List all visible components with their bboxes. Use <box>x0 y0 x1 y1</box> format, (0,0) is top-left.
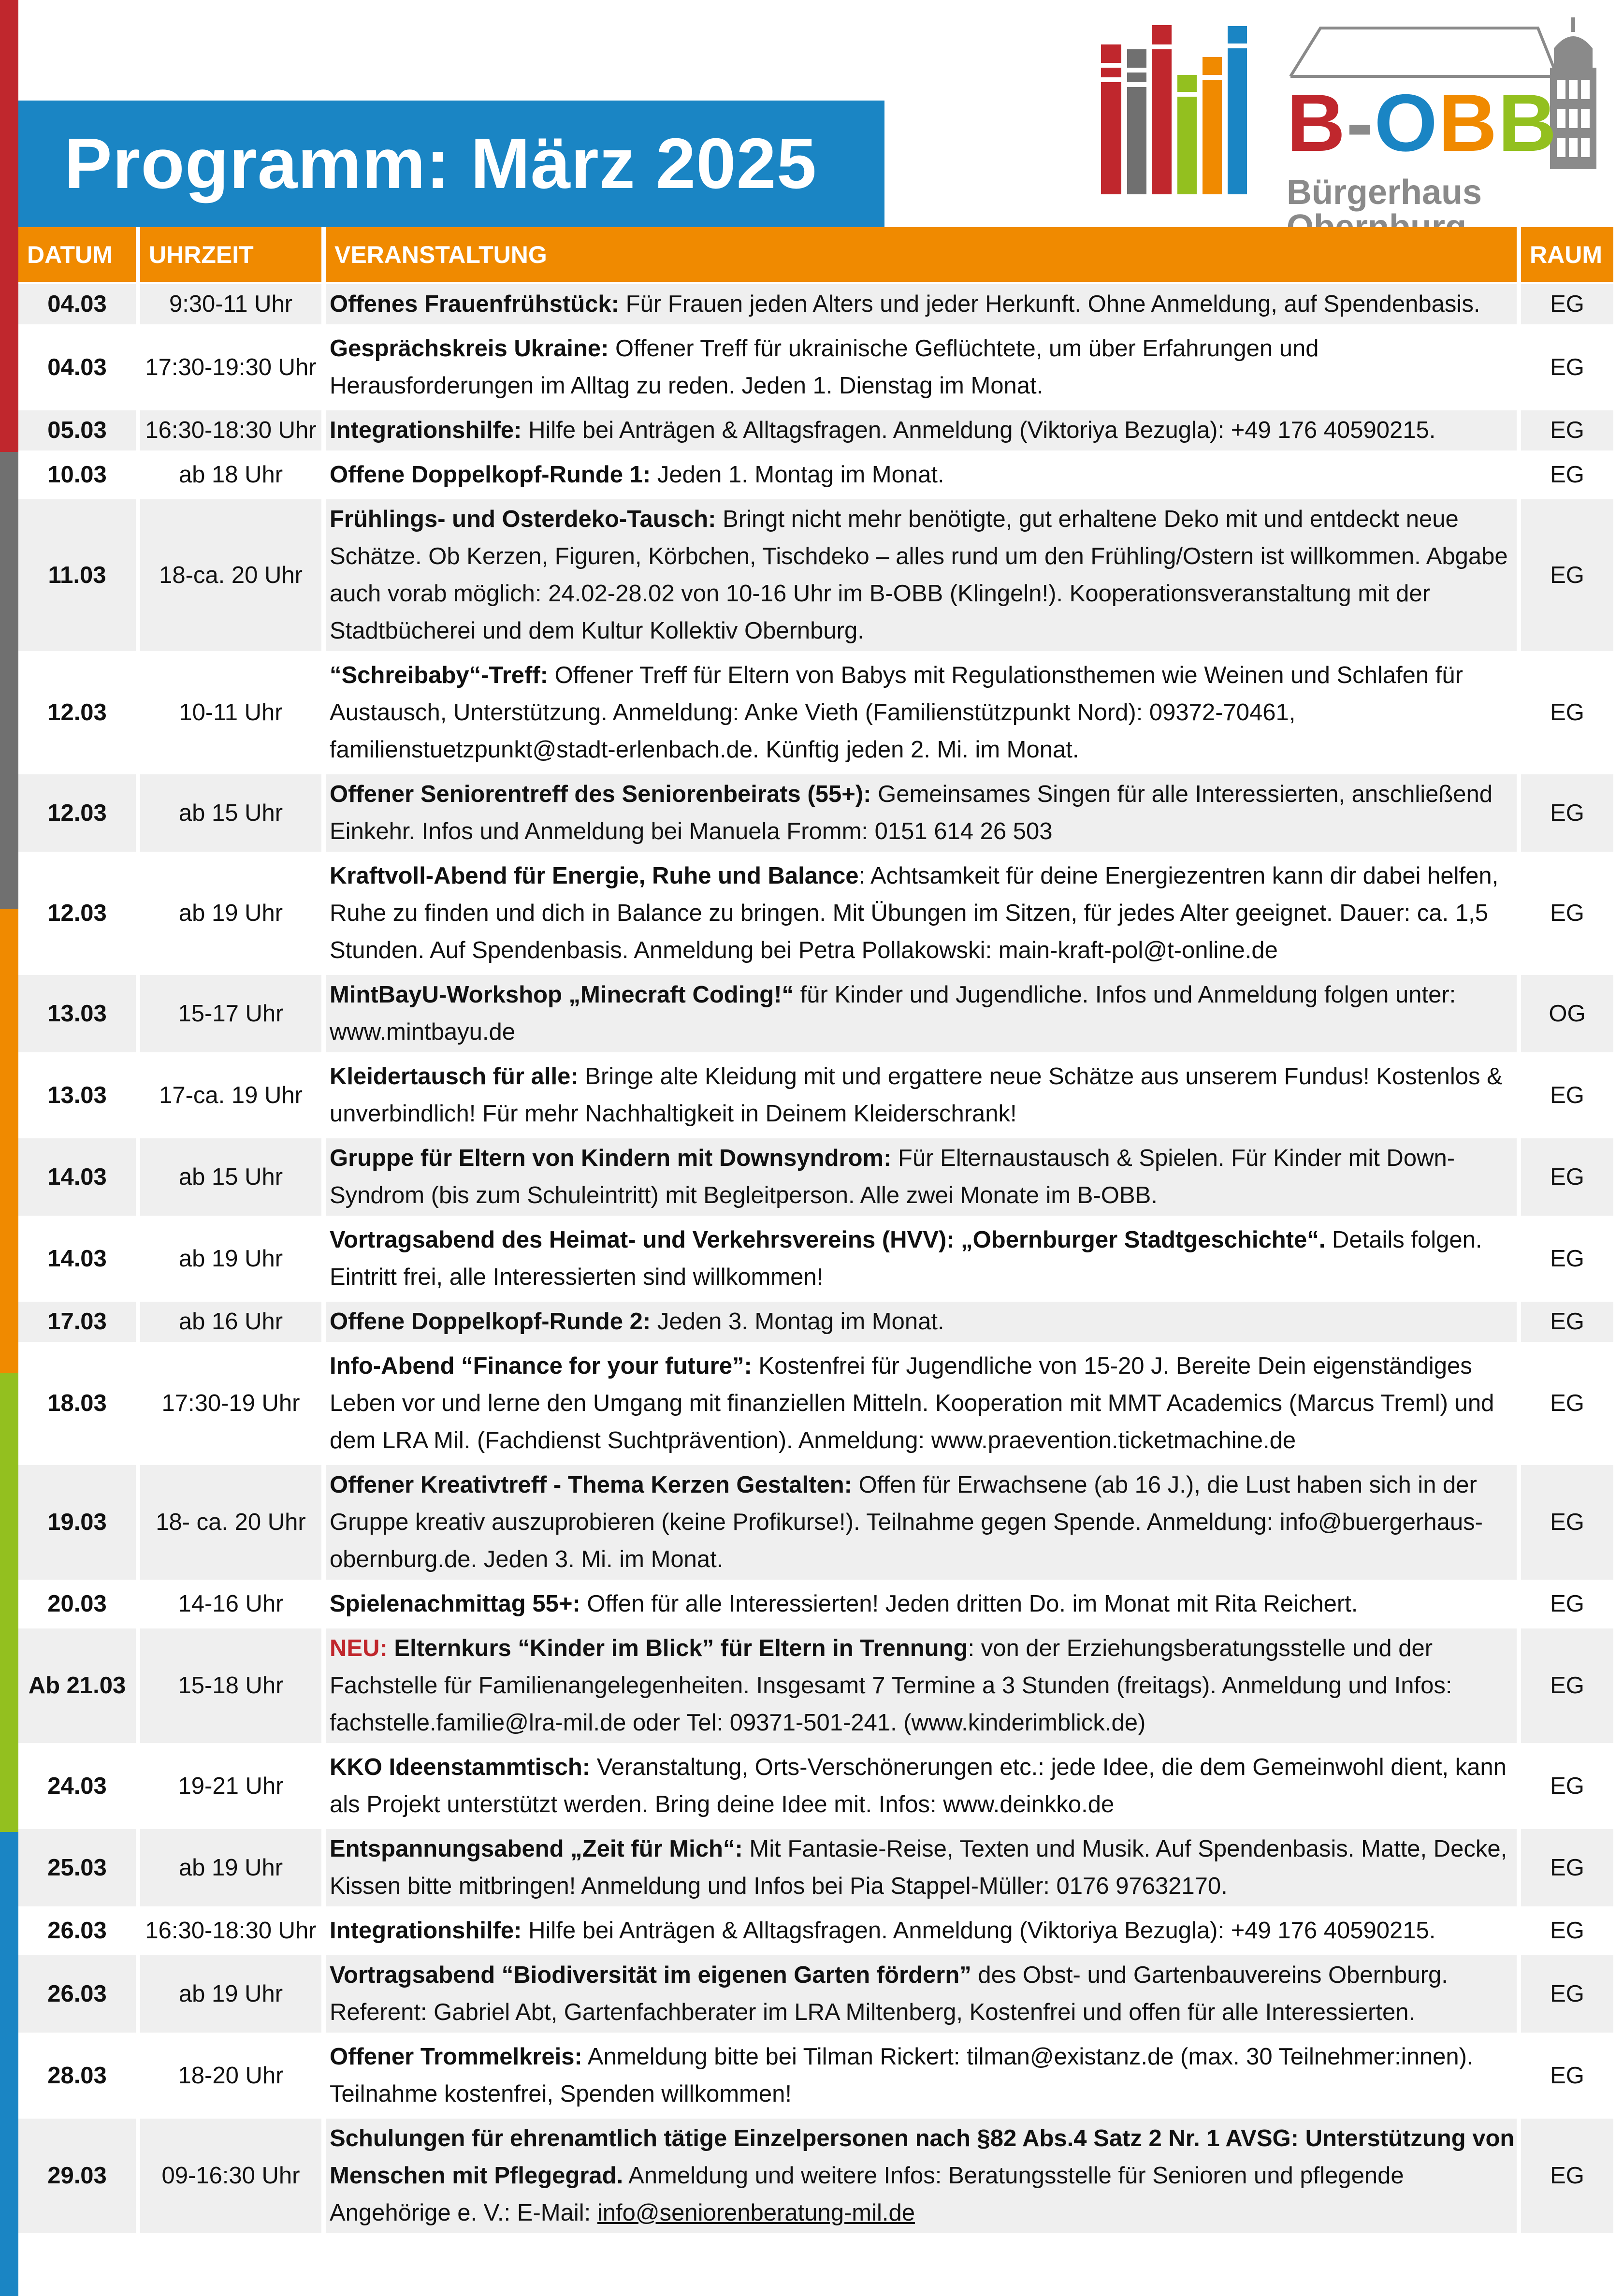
event-date: Ab 21.03 <box>18 1628 140 1743</box>
event-date: 19.03 <box>18 1465 140 1580</box>
event-description <box>326 1628 1521 1743</box>
event-title: Offene Doppelkopf-Runde 1: <box>330 462 651 488</box>
event-time: ab 18 Uhr <box>140 455 326 495</box>
table-row <box>18 1057 1613 1138</box>
event-title: Integrationshilfe: <box>330 1918 522 1944</box>
event-details: des Obst- und Gartenbauvereins Obernburg. Referent: Gabriel Abt, Gartenfachberater im LRA Miltenberg, Kostenfrei und offen für alle Interessierten. <box>330 1962 1448 2025</box>
column-header-room: RAUM <box>1521 227 1613 282</box>
table-row <box>18 1911 1613 1955</box>
event-description <box>326 1955 1521 2033</box>
event-time: ab 15 Uhr <box>140 1138 326 1216</box>
event-room: EG <box>1521 774 1613 852</box>
event-details: Offener Treff für Eltern von Babys mit Regulationsthemen wie Weinen und Schlafen für Austausch, Unterstützung. Anmeldung: Anke Vieth (Familienstützpunkt Nord): 09372-70461, familienstuetzpunkt@stadt-erlenbach.de. Künftig jeden 2. Mi. im Monat. <box>330 662 1463 763</box>
table-row <box>18 1628 1613 1747</box>
event-title: “Schreibaby“-Treff: <box>330 662 548 688</box>
color-stripe-red <box>0 0 18 452</box>
event-date: 17.03 <box>18 1302 140 1342</box>
event-time: 18-20 Uhr <box>140 2037 326 2114</box>
event-title: Frühlings- und Osterdeko-Tausch: <box>330 506 716 532</box>
table-row <box>18 1584 1613 1628</box>
event-description <box>326 1911 1521 1951</box>
event-date: 26.03 <box>18 1911 140 1951</box>
event-title: Vortragsabend des Heimat- und Verkehrsvereins (HVV): „Obernburger Stadtgeschichte“. <box>330 1227 1326 1253</box>
event-description <box>326 1747 1521 1825</box>
event-date: 13.03 <box>18 1057 140 1134</box>
event-room: EG <box>1521 1138 1613 1216</box>
event-details: Veranstaltung, Orts-Verschönerungen etc.: jede Idee, die dem Gemeinwohl dient, kann als Projekt unterstützt werden. Bring deine Idee mit. Infos: www.deinkko.de <box>330 1754 1507 1817</box>
event-title: KKO Ideenstammtisch: <box>330 1754 591 1780</box>
table-header <box>18 227 1613 282</box>
new-badge: NEU: <box>330 1635 388 1661</box>
event-time: ab 19 Uhr <box>140 856 326 971</box>
event-description <box>326 329 1521 406</box>
event-room: EG <box>1550 1082 1584 1108</box>
event-details: Details folgen. Eintritt frei, alle Interessierten sind willkommen! <box>330 1227 1482 1290</box>
event-title: Offene Doppelkopf-Runde 2: <box>330 1308 651 1335</box>
event-description <box>326 284 1521 324</box>
table-row <box>18 2119 1613 2238</box>
event-date: 12.03 <box>18 774 140 852</box>
color-stripe-orange <box>0 909 18 1373</box>
event-room: EG <box>1550 1390 1584 1416</box>
event-details: Kostenfrei für Jugendliche von 15-20 J. Bereite Dein eigenständiges Leben vor und lerne den Umgang mit finanziellen Mitteln. Kooperation mit MMT Academics (Marcus Treml) und dem LRA Mil. (Fachdienst Suchtprävention). Anmeldung: www.praevention.ticketmachine.de <box>330 1353 1494 1453</box>
table-row <box>18 1829 1613 1911</box>
event-description <box>326 2037 1521 2114</box>
event-title: Spielenachmittag 55+: <box>330 1591 580 1617</box>
table-row <box>18 1955 1613 2037</box>
event-title: Elternkurs “Kinder im Blick” für Eltern in Trennung <box>387 1635 968 1661</box>
table-row <box>18 1302 1613 1346</box>
event-time: 17:30-19 Uhr <box>140 1346 326 1461</box>
color-stripe-grey <box>0 452 18 909</box>
table-row <box>18 410 1613 455</box>
event-date: 28.03 <box>18 2037 140 2114</box>
event-details: Jeden 3. Montag im Monat. <box>651 1308 944 1335</box>
event-date: 29.03 <box>18 2119 140 2233</box>
event-room: EG <box>1550 2062 1584 2089</box>
event-room: EG <box>1550 354 1584 380</box>
event-description <box>326 1346 1521 1461</box>
event-room: EG <box>1550 900 1584 926</box>
event-title: Schulungen für ehrenamtlich tätige Einzelpersonen nach §82 Abs.4 Satz 2 Nr. 1 AVSG: Unterstützung von Menschen mit Pflegegrad. <box>330 2125 1515 2189</box>
event-date: 11.03 <box>18 499 140 651</box>
event-description <box>326 455 1521 495</box>
event-date: 12.03 <box>18 655 140 770</box>
event-title: Offener Trommelkreis: <box>330 2044 582 2070</box>
column-header-event: VERANSTALTUNG <box>326 227 1521 282</box>
event-date: 24.03 <box>18 1747 140 1825</box>
event-details: Für Elternaustausch & Spielen. Für Kinder mit Down-Syndrom (bis zum Schuleintritt) mit Begleitperson. Alle zwei Monate im B-OBB. <box>330 1145 1455 1208</box>
event-time: 14-16 Uhr <box>140 1584 326 1624</box>
table-row <box>18 455 1613 499</box>
event-description <box>326 1220 1521 1297</box>
event-room: EG <box>1550 699 1584 726</box>
email-link[interactable]: info@seniorenberatung-mil.de <box>597 2200 915 2226</box>
event-room: EG <box>1521 1955 1613 2033</box>
event-details: Jeden 1. Montag im Monat. <box>651 462 944 488</box>
logo-letter: B <box>1498 77 1558 168</box>
logo <box>1097 15 1609 218</box>
event-title: Offener Kreativtreff - Thema Kerzen Gestalten: <box>330 1472 852 1498</box>
event-description <box>326 655 1521 770</box>
event-time: ab 19 Uhr <box>140 1829 326 1906</box>
event-room: EG <box>1521 284 1613 324</box>
event-title: Entspannungsabend „Zeit für Mich“: <box>330 1836 743 1862</box>
event-details: Offen für Erwachsene (ab 16 J.), die Lust haben sich in der Gruppe kreativ auszuprobieren (keine Profikurse!). Teilnahme gegen Spende. Anmeldung: info@buergerhaus-obernburg.de. Jeden 3. Mi. im Monat. <box>330 1472 1483 1572</box>
event-date: 04.03 <box>18 329 140 406</box>
event-date: 12.03 <box>18 856 140 971</box>
event-title: Gruppe für Eltern von Kindern mit Downsyndrom: <box>330 1145 892 1171</box>
event-details: Offen für alle Interessierten! Jeden dritten Do. im Monat mit Rita Reichert. <box>580 1591 1358 1617</box>
event-description <box>326 2119 1521 2233</box>
event-room: EG <box>1521 1465 1613 1580</box>
logo-letter: B <box>1438 77 1498 168</box>
event-details: Gemeinsames Singen für alle Interessierten, anschließend Einkehr. Infos und Anmeldung bei Manuela Fromm: 0151 614 26 503 <box>330 781 1493 844</box>
event-details: Bringt nicht mehr benötigte, gut erhaltene Deko mit und entdeckt neue Schätze. Ob Kerzen, Figuren, Körbchen, Tischdeko – alles rund um den Frühling/Ostern ist willkommen. Abgabe auch vorab möglich: 24.02-28.02 von 10-16 Uhr im B-OBB (Klingeln!). Kooperationsveranstaltung mit der Stadtbücherei und dem Kultur Kollektiv Obernburg. <box>330 506 1508 644</box>
table-row <box>18 1747 1613 1829</box>
event-details: Offener Treff für ukrainische Geflüchtete, um über Erfahrungen und Herausforderungen im Alltag zu reden. Jeden 1. Dienstag im Monat. <box>330 335 1319 399</box>
event-time: 9:30-11 Uhr <box>140 284 326 324</box>
event-title: Integrationshilfe: <box>330 417 522 443</box>
event-description <box>326 1465 1521 1580</box>
event-time: 17-ca. 19 Uhr <box>140 1057 326 1134</box>
page-title: Programm: März 2025 <box>18 101 884 227</box>
table-row <box>18 975 1613 1057</box>
event-details: : von der Erziehungsberatungsstelle und der Fachstelle für Familienangelegenheiten. Insgesamt 7 Termine a 3 Stunden (freitags). Anmeldung und Infos: fachstelle.familie@lra-mil.de oder Tel: 09371-501-241. (www.kinderimblick.de) <box>330 1635 1452 1736</box>
event-title: Vortragsabend “Biodiversität im eigenen Garten fördern” <box>330 1962 971 1988</box>
logo-letter: B <box>1287 77 1347 168</box>
event-room: EG <box>1550 462 1584 488</box>
event-time: ab 16 Uhr <box>140 1302 326 1342</box>
event-time: 16:30-18:30 Uhr <box>140 410 326 450</box>
table-row <box>18 1138 1613 1220</box>
event-title: Gesprächskreis Ukraine: <box>330 335 609 362</box>
event-room: EG <box>1521 499 1613 651</box>
event-title: MintBayU-Workshop „Minecraft Coding!“ <box>330 982 794 1008</box>
color-stripe-green <box>0 1373 18 1832</box>
event-date: 18.03 <box>18 1346 140 1461</box>
column-header-date: DATUM <box>18 227 140 282</box>
event-description <box>326 1584 1521 1624</box>
event-description <box>326 1138 1521 1216</box>
event-description <box>326 856 1521 971</box>
event-room: EG <box>1550 1918 1584 1944</box>
event-date: 20.03 <box>18 1584 140 1624</box>
event-room: OG <box>1521 975 1613 1052</box>
table-row <box>18 329 1613 410</box>
event-description <box>326 1057 1521 1134</box>
event-date: 14.03 <box>18 1220 140 1297</box>
table-row <box>18 1465 1613 1584</box>
event-room: EG <box>1550 1591 1584 1617</box>
event-details: Hilfe bei Anträgen & Alltagsfragen. Anmeldung (Viktoriya Bezugla): +49 176 40590215. <box>522 417 1436 443</box>
table-row <box>18 655 1613 774</box>
event-time: 10-11 Uhr <box>140 655 326 770</box>
event-title: Info-Abend “Finance for your future”: <box>330 1353 752 1379</box>
event-time: 15-17 Uhr <box>140 975 326 1052</box>
table-row <box>18 1346 1613 1465</box>
event-title: Offenes Frauenfrühstück: <box>330 291 619 317</box>
event-room: EG <box>1521 1302 1613 1342</box>
table-row <box>18 2037 1613 2119</box>
event-time: ab 15 Uhr <box>140 774 326 852</box>
event-time: 16:30-18:30 Uhr <box>140 1911 326 1951</box>
event-date: 13.03 <box>18 975 140 1052</box>
event-title: Offener Seniorentreff des Seniorenbeirats (55+): <box>330 781 871 807</box>
event-details: für Kinder und Jugendliche. Infos und Anmeldung folgen unter: www.mintbayu.de <box>330 982 1456 1045</box>
event-description <box>326 975 1521 1052</box>
event-room: EG <box>1521 2119 1613 2233</box>
table-row <box>18 499 1613 655</box>
event-room: EG <box>1521 1628 1613 1743</box>
event-table <box>18 284 1613 2238</box>
event-details: Bringe alte Kleidung mit und ergattere neue Schätze aus unserem Fundus! Kostenlos & unverbindlich! Für mehr Nachhaltigkeit in Deinem Kleiderschrank! <box>330 1063 1503 1127</box>
table-row <box>18 774 1613 856</box>
event-description <box>326 774 1521 852</box>
event-details: Hilfe bei Anträgen & Alltagsfragen. Anmeldung (Viktoriya Bezugla): +49 176 40590215. <box>522 1918 1436 1944</box>
event-time: 15-18 Uhr <box>140 1628 326 1743</box>
event-time: 17:30-19:30 Uhr <box>140 329 326 406</box>
event-details: Mit Fantasie-Reise, Texten und Musik. Auf Spendenbasis. Matte, Decke, Kissen bitte mitbringen! Anmeldung und Infos bei Pia Stappel-Müller: 0176 97632170. <box>330 1836 1507 1899</box>
event-date: 04.03 <box>18 284 140 324</box>
table-row <box>18 284 1613 329</box>
event-description <box>326 1302 1521 1342</box>
event-time: 09-16:30 Uhr <box>140 2119 326 2233</box>
event-time: 19-21 Uhr <box>140 1747 326 1825</box>
color-stripe-blue <box>0 1832 18 2296</box>
logo-letter: O <box>1374 77 1438 168</box>
logo-subtitle: Bürgerhaus <box>1287 173 1482 212</box>
event-details: Anmeldung und weitere Infos: Beratungsstelle für Senioren und pflegende Angehörige e. V.: E-Mail: <box>330 2163 1404 2226</box>
event-date: 25.03 <box>18 1829 140 1906</box>
event-time: ab 19 Uhr <box>140 1220 326 1297</box>
event-date: 26.03 <box>18 1955 140 2033</box>
event-time: 18- ca. 20 Uhr <box>140 1465 326 1580</box>
event-time: 18-ca. 20 Uhr <box>140 499 326 651</box>
event-room: EG <box>1550 1773 1584 1799</box>
event-description <box>326 499 1521 651</box>
table-row <box>18 1220 1613 1302</box>
event-details: Anmeldung bitte bei Tilman Rickert: tilman@existanz.de (max. 30 Teilnehmer:innen). Teilnahme kostenfrei, Spenden willkommen! <box>330 2044 1474 2107</box>
event-date: 10.03 <box>18 455 140 495</box>
logo-wordmark <box>1287 77 1558 168</box>
table-row <box>18 856 1613 975</box>
event-details: Für Frauen jeden Alters und jeder Herkunft. Ohne Anmeldung, auf Spendenbasis. <box>619 291 1480 317</box>
event-time: ab 19 Uhr <box>140 1955 326 2033</box>
event-room: EG <box>1550 1245 1584 1272</box>
logo-letter: - <box>1346 77 1375 168</box>
event-date: 14.03 <box>18 1138 140 1216</box>
event-date: 05.03 <box>18 410 140 450</box>
bookshelf-logo-icon <box>1097 15 1281 218</box>
event-description <box>326 1829 1521 1906</box>
column-header-time: UHRZEIT <box>140 227 326 282</box>
event-title: Kraftvoll-Abend für Energie, Ruhe und Balance <box>330 863 859 889</box>
event-title: Kleidertausch für alle: <box>330 1063 579 1090</box>
event-room: EG <box>1521 1829 1613 1906</box>
event-room: EG <box>1521 410 1613 450</box>
event-description <box>326 410 1521 450</box>
event-details: : Achtsamkeit für deine Energiezentren kann dir dabei helfen, Ruhe zu finden und dich in Balance zu bringen. Mit Übungen im Sitzen, für jedes Alter geeignet. Dauer: ca. 1,5 Stunden. Auf Spendenbasis. Anmeldung bei Petra Pollakowski: main-kraft-pol@t-online.de <box>330 863 1499 963</box>
